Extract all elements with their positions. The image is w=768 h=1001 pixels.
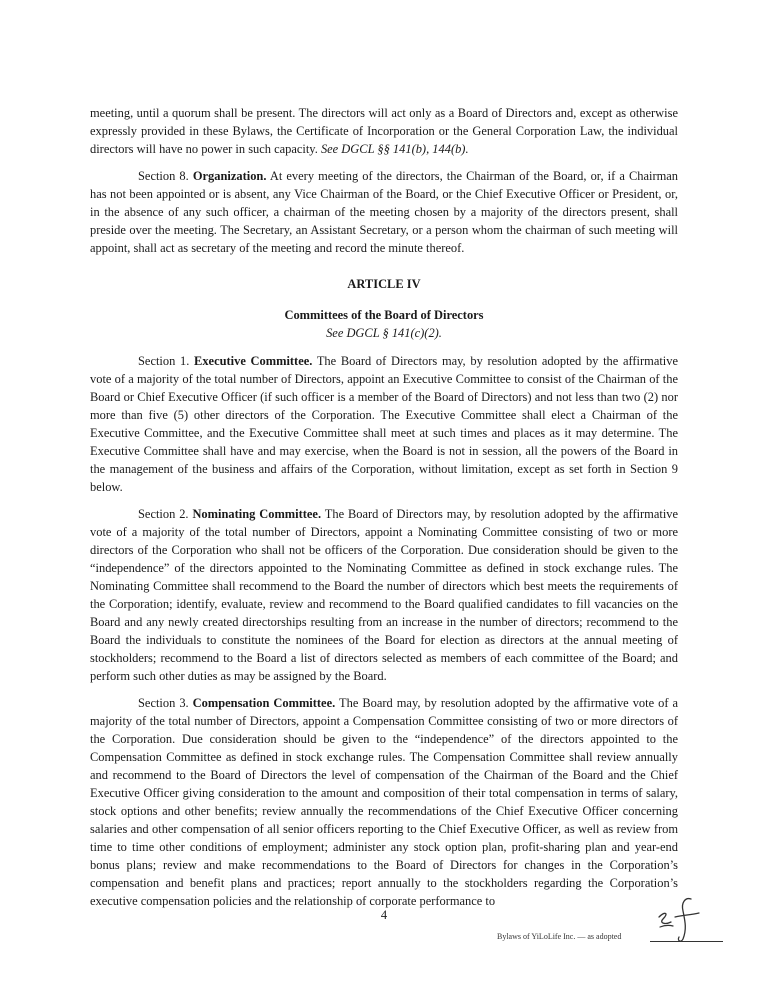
section-2-text: The Board of Directors may, by resolution adopted by the affirmative vote of a majority of the total number of Directors, appoint a Nominating Committee consisting of two or more directors of the Corporation who shall not be officers of the Corporation. Due consideration should be given to the “independence” of the directors appointed to the Nominating Committee as defined in stock exchange rules. The Nominating Committee shall recommend to the Board the number of directors which best meets the requirements of the Corporation; identify, evaluate, review and recommend to the Board qualified candidates to fill vacancies on the Board and any newly created directorships resulting from an increase in the number of directors; recommend to the Board the individuals to constitute the nominees of the Board for election as directors at the annual meeting of stockholders; recommend to the Board a list of directors selected as members of each committee of the Board; and perform such other duties as may be assigned by the Board. (90, 507, 679, 683)
section-1-paragraph (90, 352, 678, 496)
document-page (90, 104, 678, 919)
article-title: ARTICLE IV (347, 277, 421, 291)
section-8-label: Section 8. (138, 169, 189, 183)
article-subtitle: Committees of the Board of Directors (284, 308, 484, 322)
section-8-paragraph (90, 167, 678, 257)
section-2-heading: Nominating Committee. (192, 507, 322, 521)
intro-citation: See DGCL §§ 141(b), 144(b). (320, 142, 469, 156)
section-3-heading: Compensation Committee. (192, 696, 336, 710)
page-number: 4 (380, 908, 388, 922)
footer-text: Bylaws of YiLoLife Inc. — as adopted (497, 932, 622, 941)
section-8-text: At every meeting of the directors, the Chairman of the Board, or, if a Chairman has not been appointed or is absent, any Vice Chairman of the Board, or the Chief Executive Officer or President, or, in the absence of any such officer, a chairman of the meeting chosen by a majority of the directors present, shall preside over the meeting. The Secretary, an Assistant Secretary, or a person whom the chairman of such meeting will appoint, shall act as secretary of the meeting and record the minute thereof. (90, 169, 679, 255)
section-2-paragraph (90, 505, 678, 685)
section-3-text: The Board may, by resolution adopted by the affirmative vote of a majority of the total number of Directors, appoint a Compensation Committee consisting of two or more directors of the Corporation. Due consideration should be given to the “independence” of the directors appointed to the Compensation Committee as defined in stock exchange rules. The Compensation Committee shall review annually and recommend to the Board of Directors the level of compensation of the Chairman of the Board and the Chief Executive Officer giving consideration to the amount and composition of their total compensation in terms of salary, stock options and other benefits; review annually the recommendations of the Chief Executive Officer concerning salaries and other compensation of all senior officers reporting to the Chief Executive Officer, as well as review from time to time other conditions of employment; administer any stock option plan, profit-sharing plan and year-end bonus plans; review and make recommendations to the Board of Directors for changes in the Corporation’s compensation and benefit plans and practices; report annually to the stockholders regarding the Corporation’s executive compensation policies and the relationship of corporate performance to (90, 696, 679, 908)
intro-paragraph (90, 104, 678, 158)
section-1-text: The Board of Directors may, by resolution adopted by the affirmative vote of a majority of the total number of Directors, appoint an Executive Committee to consist of the Chairman of the Board or Chief Executive Officer (if such officer is a member of the Board of Directors) and not less than two (2) nor more than five (5) other directors of the Corporation. The Executive Committee shall elect a Chairman of the Executive Committee, and the Executive Committee shall meet at such times and places as it may determine. The Executive Committee shall have and may exercise, when the Board is not in session, all the powers of the Board in the management of the business and affairs of the Corporation, without limitation, except as set forth in Section 9 below. (90, 354, 678, 494)
section-2-label: Section 2. (138, 507, 189, 521)
section-1-label: Section 1. (138, 354, 190, 368)
section-1-heading: Executive Committee. (194, 354, 313, 368)
section-3-paragraph (90, 694, 678, 910)
section-8-heading: Organization. (192, 169, 267, 183)
intro-text: meeting, until a quorum shall be present. The directors will act only as a Board of Directors and, except as otherwise expressly provided in these Bylaws, the Certificate of Incorporation or the General Corporation Law, the individual directors will have no power in such capacity. (90, 106, 678, 156)
section-3-label: Section 3. (138, 696, 189, 710)
article-citation: See DGCL § 141(c)(2). (326, 326, 442, 340)
signature-initials-icon (655, 895, 705, 945)
